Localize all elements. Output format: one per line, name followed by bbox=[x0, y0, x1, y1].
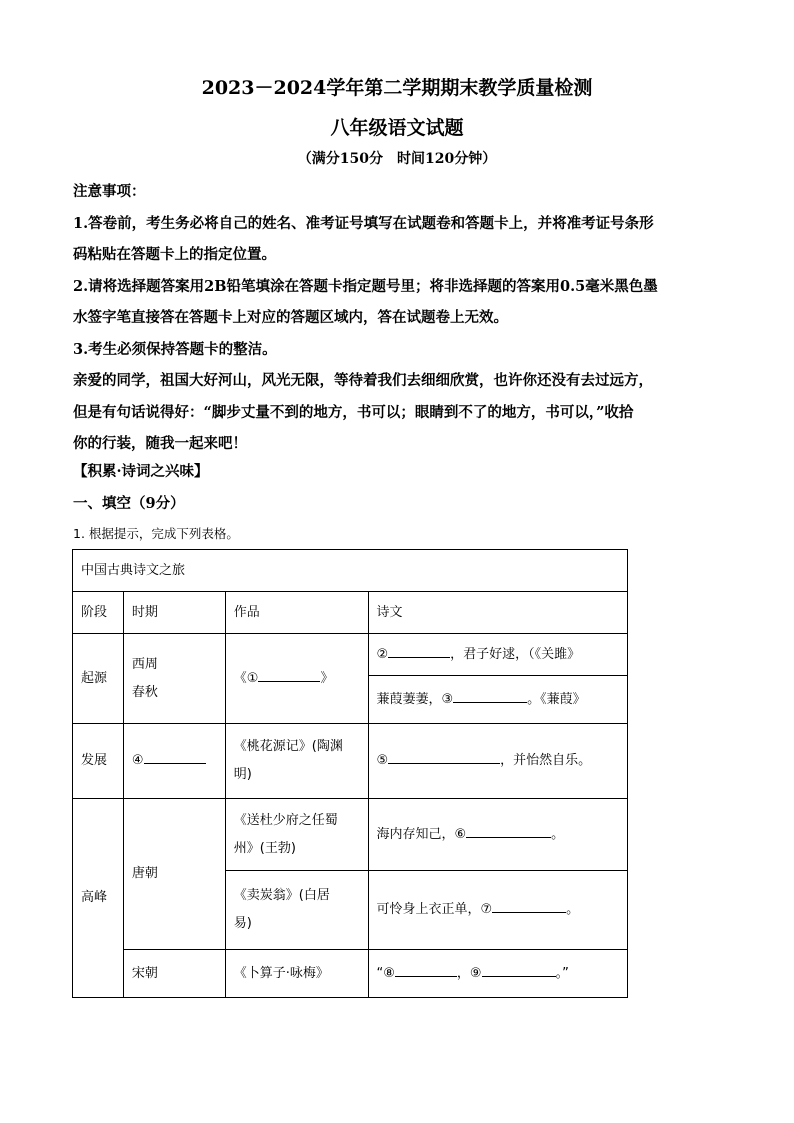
notes-line: 2.请将选择题答案用2B铅笔填涂在答题卡指定题号里；将非选择题的答案用0.5毫米黑色墨 bbox=[73, 277, 658, 295]
stage-origin: 起源 bbox=[73, 634, 124, 724]
verse-peak-a bbox=[368, 799, 627, 871]
notes-line: 码粘贴在答题卡上的指定位置。 bbox=[73, 246, 276, 263]
work-peak-b bbox=[225, 871, 368, 950]
section-label: 【积累·诗词之兴味】 bbox=[73, 463, 209, 480]
header-verse: 诗文 bbox=[368, 592, 627, 634]
blank-5[interactable] bbox=[388, 749, 500, 764]
verse-peak-b bbox=[368, 871, 627, 950]
period-origin bbox=[123, 634, 225, 724]
blank-8[interactable] bbox=[395, 962, 457, 977]
blank-6[interactable] bbox=[466, 823, 551, 838]
period-line: 西周 bbox=[131, 656, 158, 672]
work-origin bbox=[225, 634, 368, 724]
work-peak-c: 《卜算子·咏梅》 bbox=[225, 950, 368, 998]
verse-suffix: 。” bbox=[555, 965, 569, 981]
notes-line: 1.答卷前，考生务必将自己的姓名、准考证号填写在试题卷和答题卡上，并将准考证号条形 bbox=[73, 214, 654, 232]
verse-suffix: ，君子好逑，（《关雎》 bbox=[450, 646, 581, 662]
question-prompt: 1. 根据提示，完成下列表格。 bbox=[73, 526, 239, 541]
verse-prefix: 蒹葭萋萋，③ bbox=[376, 691, 454, 707]
header-period: 时期 bbox=[123, 592, 225, 634]
stage-peak: 高峰 bbox=[73, 799, 124, 998]
work-line: 《卖炭翁》(白居 bbox=[233, 888, 330, 903]
exam-title: 2023－2024学年第二学期期末教学质量检测 bbox=[201, 77, 593, 99]
intro-paragraph bbox=[73, 365, 723, 460]
blank-1[interactable] bbox=[258, 667, 320, 682]
period-tang: 唐朝 bbox=[123, 799, 225, 950]
blank-2[interactable] bbox=[388, 643, 450, 658]
exam-subtitle: 八年级语文试题 bbox=[330, 117, 464, 139]
period-development bbox=[123, 724, 225, 799]
verse-suffix: 。 bbox=[551, 826, 565, 842]
work-peak-a bbox=[225, 799, 368, 871]
part-label: 一、填空（9分） bbox=[73, 495, 185, 512]
period-song: 宋朝 bbox=[123, 950, 225, 998]
verse-suffix: ，并怡然自乐。 bbox=[500, 753, 592, 768]
verse-origin-2 bbox=[368, 676, 627, 724]
verse-suffix: 。《蒹葭》 bbox=[527, 691, 586, 707]
verse-development bbox=[368, 724, 627, 799]
work-prefix: 《① bbox=[233, 670, 259, 686]
stage-development: 发展 bbox=[73, 724, 124, 799]
verse-prefix: 可怜身上衣正单，⑦ bbox=[376, 902, 493, 917]
period-prefix: ④ bbox=[131, 753, 144, 768]
blank-4[interactable] bbox=[144, 749, 206, 764]
work-development bbox=[225, 724, 368, 799]
work-line: 明) bbox=[233, 767, 252, 782]
exam-info: （满分150分 时间120分钟） bbox=[297, 151, 497, 167]
work-line: 《桃花源记》(陶渊 bbox=[233, 739, 343, 754]
intro-line: 你的行装，随我一起来吧！ bbox=[73, 435, 247, 452]
notes-line: 水签字笔直接答在答题卡上对应的答题区域内，答在试题卷上无效。 bbox=[73, 309, 508, 326]
intro-line: 但是有句话说得好：“脚步丈量不到的地方，书可以；眼睛到不了的地方，书可以，”收拾 bbox=[73, 403, 634, 421]
verse-origin-1 bbox=[368, 634, 627, 676]
blank-7[interactable] bbox=[492, 898, 566, 913]
work-line: 州》(王勃) bbox=[233, 840, 296, 856]
work-line: 《送杜少府之任蜀 bbox=[233, 812, 338, 828]
period-line: 春秋 bbox=[131, 684, 158, 700]
verse-prefix: “⑧ bbox=[376, 965, 395, 981]
verse-prefix: ② bbox=[376, 646, 389, 662]
header-work: 作品 bbox=[225, 592, 368, 634]
intro-line: 亲爱的同学，祖国大好河山，风光无限，等待着我们去细细欣赏，也许你还没有去过远方， bbox=[73, 372, 653, 389]
blank-9[interactable] bbox=[482, 962, 556, 977]
notes-line: 3.考生必须保持答题卡的整洁。 bbox=[73, 340, 277, 358]
notes-heading: 注意事项： bbox=[73, 183, 146, 200]
header-stage: 阶段 bbox=[73, 592, 124, 634]
table-caption: 中国古典诗文之旅 bbox=[73, 550, 628, 592]
poetry-table bbox=[72, 549, 628, 998]
verse-prefix: 海内存知己，⑥ bbox=[376, 826, 467, 842]
work-line: 易) bbox=[233, 916, 252, 931]
verse-mid: ，⑨ bbox=[456, 965, 482, 981]
blank-3[interactable] bbox=[453, 688, 527, 703]
work-suffix: 》 bbox=[320, 670, 334, 686]
notes-section bbox=[73, 176, 723, 365]
verse-suffix: 。 bbox=[566, 902, 580, 917]
verse-peak-c bbox=[368, 950, 627, 998]
verse-prefix: ⑤ bbox=[376, 753, 389, 768]
